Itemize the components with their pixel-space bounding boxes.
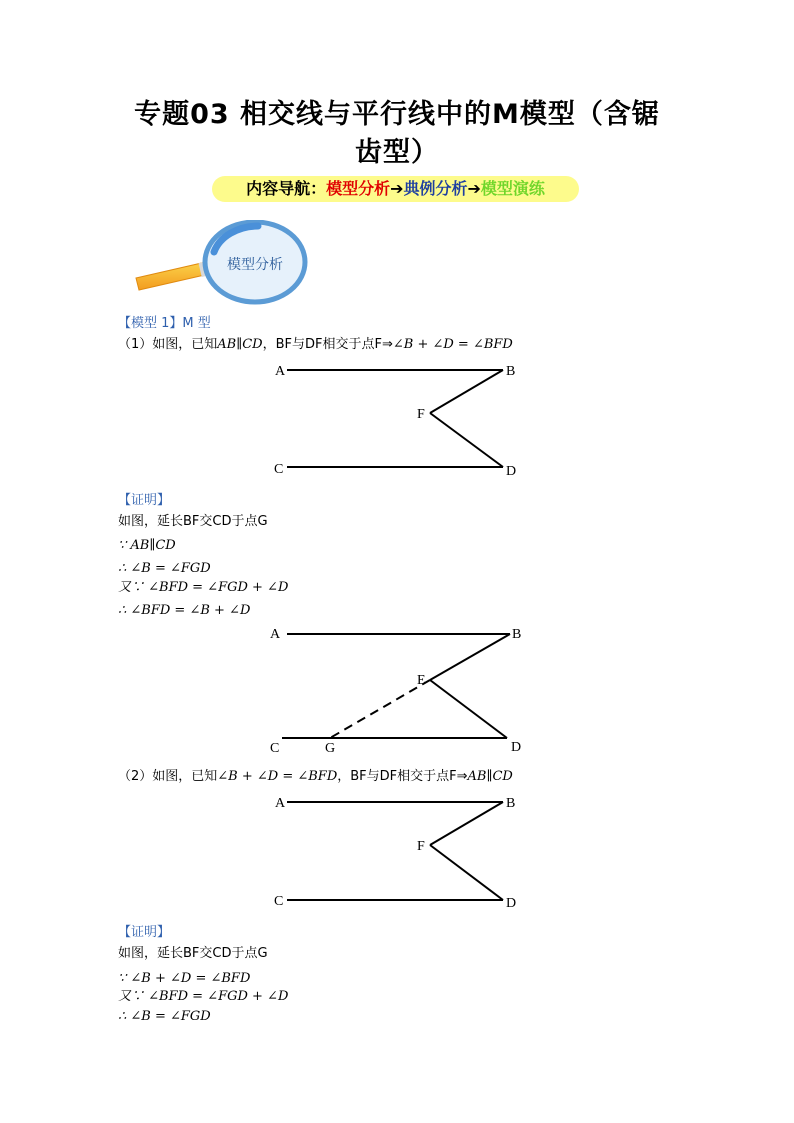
proof1-line: ∴ ∠BFD = ∠B + ∠D (118, 603, 251, 618)
part1-mid: ，BF与DF相交于点F⇒ (262, 337, 393, 352)
proof1-line: ∴ ∠B = ∠FGD (118, 561, 211, 576)
fig2-label-E: E (417, 673, 426, 688)
part1-conclusion: ∠B + ∠D = ∠BFD (392, 337, 513, 352)
proof-label-1: 【证明】 (118, 493, 171, 508)
figure-1 (287, 370, 503, 467)
fig1-label-F: F (417, 407, 425, 422)
proof1-line: ∵ AB∥CD (118, 538, 176, 553)
part2-prefix: （2）如图，已知 (118, 769, 218, 784)
part2-conclusion: AB∥CD (467, 769, 513, 784)
part1-prefix: （1）如图，已知 (118, 337, 218, 352)
nav-item-example-analysis: 典例分析 (403, 179, 468, 198)
section-heading-model1: 【模型 1】M 型 (118, 316, 211, 331)
fig3-label-D: D (506, 896, 517, 911)
proof2-line: ∴ ∠B = ∠FGD (118, 1009, 211, 1024)
page-title-line1: 专题03 相交线与平行线中的M模型（含锯 (134, 99, 660, 130)
figure-2 (282, 634, 510, 738)
nav-arrow-icon: ➔ (467, 179, 481, 198)
figure-3 (287, 802, 503, 900)
fig2-label-D: D (511, 740, 522, 755)
proof2-line: 如图，延长BF交CD于点G (118, 946, 268, 961)
proof1-line: 如图，延长BF交CD于点G (118, 514, 268, 529)
fig1-label-C: C (274, 462, 284, 477)
part2-condition: ∠B + ∠D = ∠BFD (217, 769, 338, 784)
proof2-line: ∵ ∠B + ∠D = ∠BFD (118, 971, 251, 986)
fig3-label-C: C (274, 894, 284, 909)
nav-arrow-icon: ➔ (390, 179, 404, 198)
fig1-label-D: D (506, 464, 517, 479)
fig3-label-F: F (417, 839, 425, 854)
fig2-label-G: G (325, 741, 336, 756)
proof2-line: 又∵ ∠BFD = ∠FGD + ∠D (118, 989, 289, 1004)
fig2-label-A: A (270, 627, 281, 642)
part2-statement (118, 768, 513, 786)
nav-item-model-practice: 模型演练 (480, 179, 545, 198)
fig3-label-A: A (275, 796, 286, 811)
nav-item-model-analysis: 模型分析 (326, 179, 391, 198)
part2-mid: ，BF与DF相交于点F⇒ (337, 769, 468, 784)
fig1-label-B: B (506, 364, 516, 379)
page-title-line2: 齿型） (355, 137, 439, 168)
proof-label-2: 【证明】 (118, 925, 171, 940)
part1-condition: AB∥CD (217, 337, 263, 352)
fig3-label-B: B (506, 796, 516, 811)
proof1-line: 又∵ ∠BFD = ∠FGD + ∠D (118, 580, 289, 595)
fig2-label-C: C (270, 741, 280, 756)
fig2-label-B: B (512, 627, 522, 642)
badge-label: 模型分析 (227, 258, 283, 273)
fig1-label-A: A (275, 364, 286, 379)
nav-prefix: 内容导航： (246, 179, 327, 198)
